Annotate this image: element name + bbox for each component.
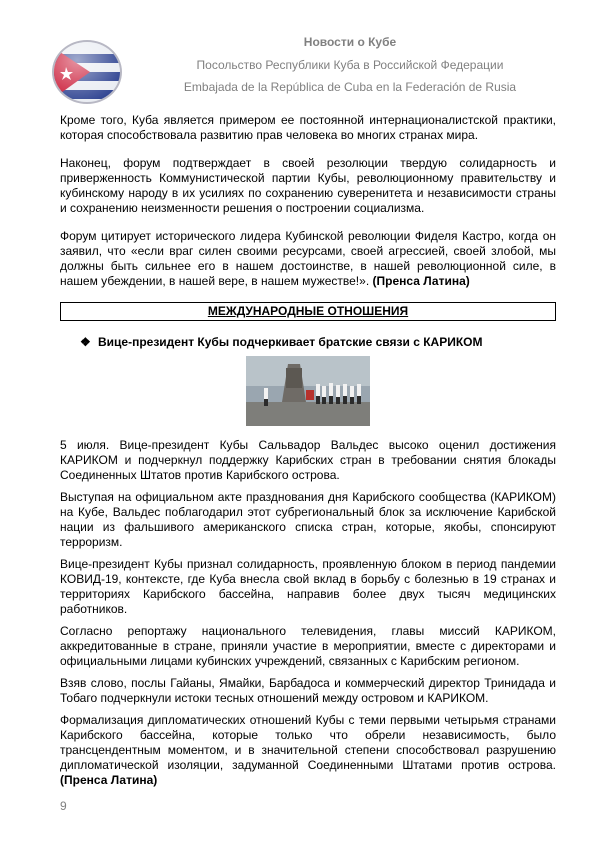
page-content <box>60 113 556 795</box>
paragraph: Выступая на официальном акте празднования дня Карибского сообщества (КАРИКОМ) на Кубе, Вальдес поблагодарил этот субрегиональный блок за исключение Карибской нации из фальшивого американского списка стран, которые, якобы, спонсируют терроризм. <box>60 490 556 549</box>
article-headline <box>60 335 556 350</box>
paragraph-text: Форум цитирует исторического лидера Кубинской революции Фиделя Кастро, когда он заявил, что «если враг силен своими ресурсами, своей агрессией, своей злобой, мы должны быть сильнее его в нашем достоинстве, в нашей революционной силе, в нашем убеждении, в нашей вере, в нашем мужестве!». <box>60 229 556 288</box>
diamond-bullet-icon: ❖ <box>80 335 91 349</box>
paragraph: Вице-президент Кубы признал солидарность, проявленную блоком в период пандемии КОВИД-19, контексте, где Куба внесла свой вклад в борьбу с болезнью в 19 странах и территориях Карибского бассейна, направив более двух тысяч медицинских работников. <box>60 557 556 616</box>
cuba-flag-logo <box>52 40 122 104</box>
header-embassy-es: Embajada de la República de Cuba en la Federación de Rusia <box>183 80 517 94</box>
paragraph: Наконец, форум подтверждает в своей резолюции твердую солидарность и приверженность Коммунистической партии Кубы, революционному правительству и кубинскому народу в их усилиях по сохранению суверенитета и независимости страны и сохранению неизменности решения о построении социализма. <box>60 156 556 215</box>
paragraph <box>60 713 556 788</box>
article-photo <box>246 356 370 426</box>
source-label: (Пренса Латина) <box>372 274 470 288</box>
source-label: (Пренса Латина) <box>60 773 158 787</box>
paragraph-text: Формализация дипломатических отношений Кубы с теми первыми четырьмя странами Карибского бассейна, которые только что обрели независимость, было трансцендентным моментом, и в значительной степени способствовал разрушению дипломатической изоляции, задуманной Соединенными Штатами против острова. <box>60 713 556 772</box>
header-embassy-ru: Посольство Республики Куба в Российской Федерации <box>196 58 504 72</box>
paragraph: 5 июля. Вице-президент Кубы Сальвадор Вальдес высоко оценил достижения КАРИКОМ и подчеркнул поддержку Карибских стран в требовании снятия блокады Соединенных Штатов против Карибского острова. <box>60 438 556 482</box>
paragraph: Кроме того, Куба является примером ее постоянной интернационалистской практики, которая способствовала развитию прав человека во многих странах мира. <box>60 113 556 142</box>
page-number: 9 <box>60 799 67 813</box>
headline-text: Вице-президент Кубы подчеркивает братские связи с КАРИКОМ <box>98 335 483 349</box>
paragraph: Взяв слово, послы Гайаны, Ямайки, Барбадоса и коммерческий директор Тринидада и Тобаго подчеркнули истоки тесных отношений между островом и КАРИКОМ. <box>60 676 556 705</box>
paragraph <box>60 229 556 289</box>
section-heading: МЕЖДУНАРОДНЫЕ ОТНОШЕНИЯ <box>60 302 556 321</box>
paragraph: Согласно репортажу национального телевидения, главы миссий КАРИКОМ, аккредитованные в стране, приняли участие в мероприятии, вместе с директорами и официальными лицами кубинских учреждений, связанных с Карибским регионом. <box>60 624 556 668</box>
header-title: Новости о Кубе <box>303 35 397 49</box>
ceremony-photo <box>246 356 370 426</box>
cuba-flag-icon <box>54 42 120 102</box>
page-header <box>0 0 600 100</box>
